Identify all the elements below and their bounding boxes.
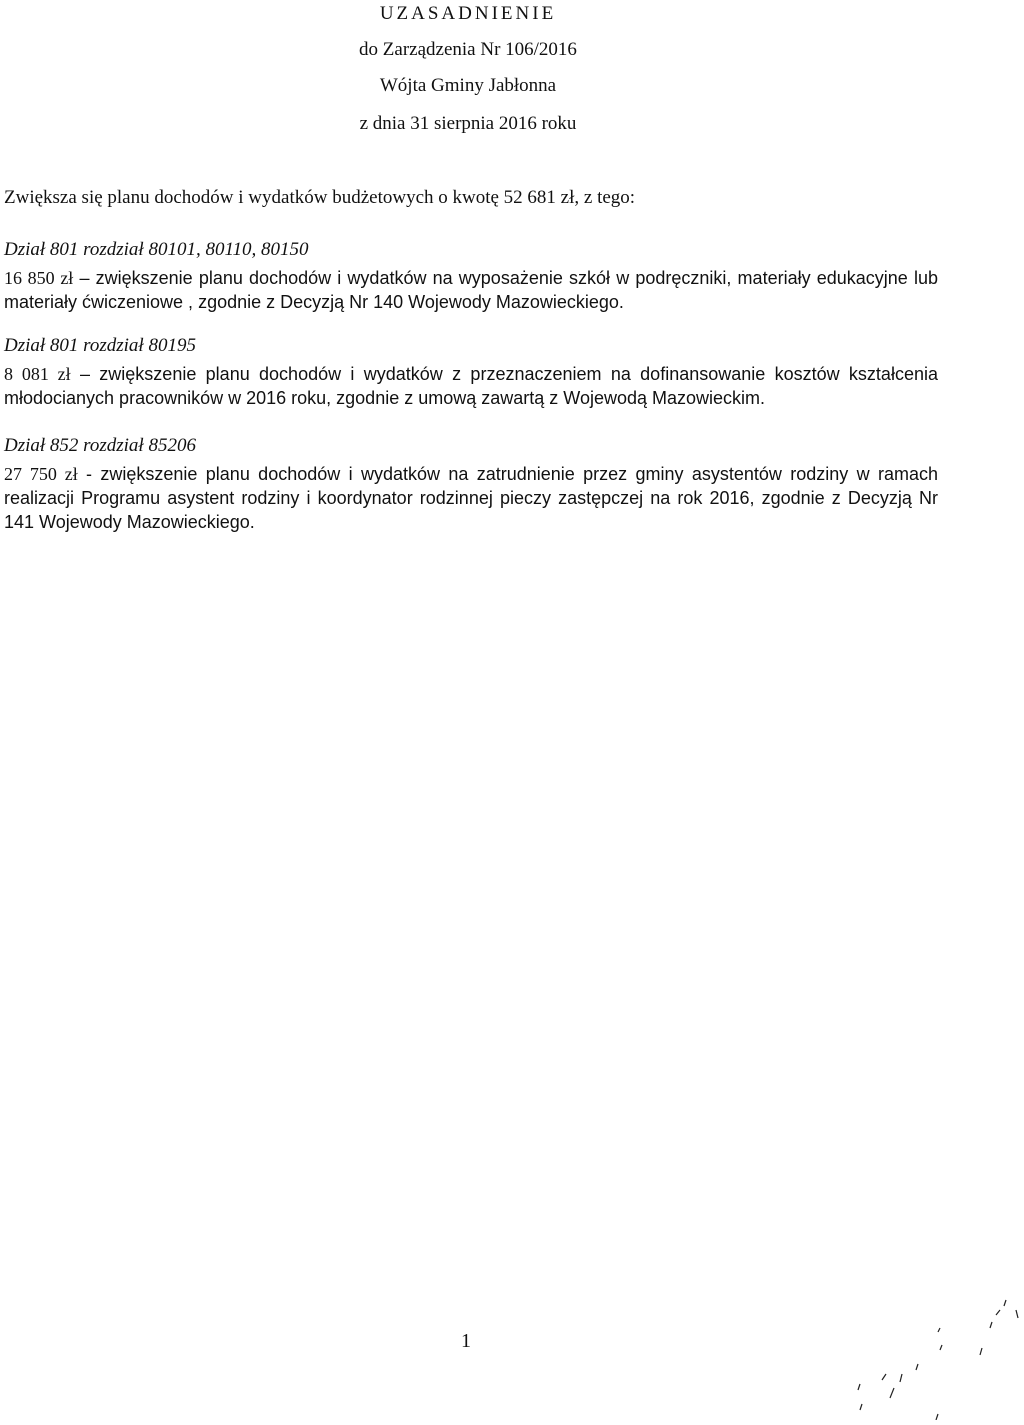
date-line: z dnia 31 sierpnia 2016 roku: [359, 113, 577, 134]
section-body: [4, 266, 938, 314]
section-heading: Dział 801 rozdział 80101, 80110, 80150: [4, 239, 309, 260]
section-text: – zwiększenie planu dochodów i wydatków z przeznaczeniem na dofinansowanie kosztów kształcenia młodocianych pracowników w 2016 roku, zgodnie z umową zawartą z Wojewodą Mazowieckim.: [4, 364, 938, 408]
document-title: UZASADNIENIE: [379, 3, 557, 24]
scan-artifact-marks: [820, 1270, 1020, 1420]
section-text: – zwiększenie planu dochodów i wydatków na wyposażenie szkół w podręczniki, materiały edukacyjne lub materiały ćwiczeniowe , zgodnie z Decyzją Nr 140 Wojewody Mazowieckiego.: [4, 268, 938, 312]
budget-section: [4, 334, 938, 410]
budget-section: [4, 434, 938, 534]
ordinance-reference: do Zarządzenia Nr 106/2016: [359, 39, 577, 60]
section-body: [4, 462, 938, 534]
section-body: [4, 362, 938, 410]
section-amount: 27 750 zł: [4, 464, 78, 484]
page-number: 1: [461, 1330, 471, 1352]
section-amount: 16 850 zł: [4, 268, 74, 288]
section-text: - zwiększenie planu dochodów i wydatków na zatrudnienie przez gminy asystentów rodziny w ramach realizacji Programu asystent rodziny i koordynator rodzinnej pieczy zastępczej na rok 2016, zgodnie z Decyzją Nr 141 Wojewody Mazowieckiego.: [4, 464, 938, 532]
budget-section: [4, 238, 938, 314]
section-amount: 8 081 zł: [4, 364, 71, 384]
section-heading: Dział 801 rozdział 80195: [4, 335, 196, 356]
intro-paragraph: Zwiększa się planu dochodów i wydatków budżetowych o kwotę 52 681 zł, z tego:: [4, 187, 636, 208]
issuer-line: Wójta Gminy Jabłonna: [379, 75, 557, 96]
section-heading: Dział 852 rozdział 85206: [4, 435, 196, 456]
